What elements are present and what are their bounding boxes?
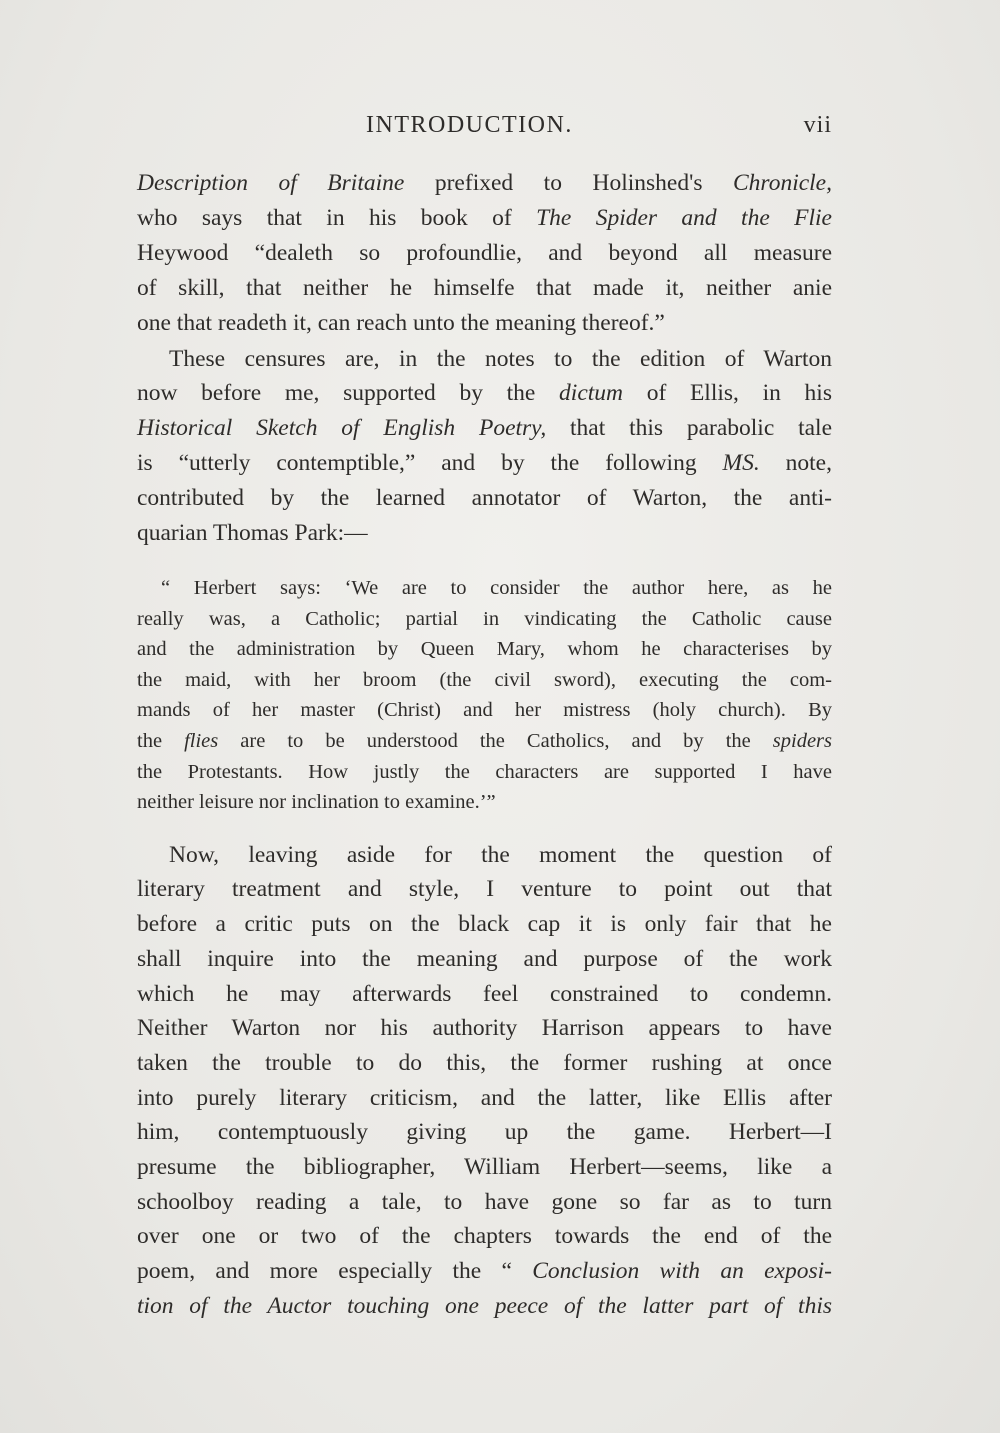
italic-text: tion of the Auctor touching one peece of the latter part of this — [137, 1292, 832, 1319]
text-run: one that readeth it, can reach unto the meaning thereof.” — [137, 309, 665, 336]
italic-text: flies — [184, 729, 219, 752]
text-line — [137, 838, 832, 873]
text-run: Heywood “dealeth so profoundlie, and beyond all measure — [137, 239, 832, 266]
text-run: poem, and more especially the “ — [137, 1258, 533, 1285]
text-run: of skill, that neither he himselfe that made it, neither anie — [137, 274, 832, 301]
text-run: the Protestants. How justly the characters are supported I have — [137, 760, 832, 783]
block-quotation — [137, 573, 832, 818]
text-line — [137, 634, 832, 665]
text-line — [137, 573, 832, 604]
text-run: who says that in his book of — [137, 204, 537, 231]
italic-text: The Spider and the Flie — [536, 204, 832, 231]
text-run: is “utterly contemptible,” and by the following — [137, 450, 723, 477]
text-line — [137, 236, 832, 271]
text-run: shall inquire into the meaning and purpose of the work — [137, 945, 832, 972]
text-run: him, contemptuously giving up the game. Herbert—I — [137, 1119, 832, 1146]
paragraph — [137, 838, 832, 1324]
text-line — [137, 907, 832, 942]
text-line — [137, 665, 832, 696]
text-run: the — [137, 729, 185, 752]
text-run: literary treatment and style, I venture to point out that — [137, 876, 832, 903]
paragraph — [137, 342, 832, 551]
text-line — [137, 376, 832, 411]
text-run: taken the trouble to do this, the former rushing at once — [137, 1049, 832, 1076]
text-run: before a critic puts on the black cap it is only fair that he — [137, 911, 832, 938]
book-page — [137, 108, 832, 1324]
italic-text: Description of Britaine — [137, 170, 405, 196]
text-line — [137, 942, 832, 977]
italic-text: Chronicle, — [733, 170, 832, 196]
text-run: really was, a Catholic; partial in vindicating the Catholic cause — [137, 607, 832, 630]
running-title: INTRODUCTION. — [366, 112, 573, 138]
text-run: “ Herbert says: ‘We are to consider the author here, as he — [161, 576, 832, 599]
text-line — [137, 787, 832, 818]
text-line — [137, 1254, 832, 1289]
text-line — [137, 411, 832, 446]
italic-text: Conclusion with an exposi- — [532, 1258, 832, 1285]
text-run: that this parabolic tale — [546, 415, 832, 442]
text-run: These censures are, in the notes to the edition of Warton — [169, 345, 832, 372]
text-line — [137, 1046, 832, 1081]
text-line — [137, 1150, 832, 1185]
running-head — [137, 108, 832, 148]
text-line — [137, 481, 832, 516]
text-line — [137, 306, 832, 341]
text-line — [137, 757, 832, 788]
text-line — [137, 271, 832, 306]
text-run: Now, leaving aside for the moment the question of — [169, 841, 832, 868]
text-run: note, — [759, 450, 832, 477]
italic-text: spiders — [772, 729, 833, 752]
text-line — [137, 872, 832, 907]
text-line — [137, 1081, 832, 1116]
text-run: over one or two of the chapters towards the end of the — [137, 1223, 832, 1250]
text-line — [137, 516, 832, 551]
text-line — [137, 1289, 832, 1324]
text-line — [137, 201, 832, 236]
text-line — [137, 342, 832, 377]
text-line — [137, 1219, 832, 1254]
text-line — [137, 977, 832, 1012]
text-line — [137, 1185, 832, 1220]
italic-text: Historical Sketch of English Poetry, — [137, 415, 547, 442]
text-run: neither leisure nor inclination to examine.’” — [137, 791, 496, 814]
text-line — [137, 1011, 832, 1046]
text-run: of Ellis, in his — [623, 380, 832, 407]
text-run: and the administration by Queen Mary, whom he characterises by — [137, 638, 832, 661]
text-line — [137, 1115, 832, 1150]
text-run: Neither Warton nor his authority Harrison appears to have — [137, 1015, 832, 1042]
text-run: the maid, with her broom (the civil sword), executing the com- — [137, 668, 832, 691]
text-line — [137, 695, 832, 726]
text-run: prefixed to Holinshed's — [404, 170, 733, 196]
text-run: into purely literary criticism, and the latter, like Ellis after — [137, 1084, 832, 1111]
page-number: vii — [803, 112, 832, 138]
text-run: now before me, supported by the — [137, 380, 560, 407]
text-run: schoolboy reading a tale, to have gone so far as to turn — [137, 1188, 832, 1215]
text-run: are to be understood the Catholics, and by the — [218, 729, 773, 752]
text-run: quarian Thomas Park:— — [137, 520, 368, 547]
text-run: which he may afterwards feel constrained to condemn. — [137, 980, 832, 1007]
text-run: contributed by the learned annotator of Warton, the anti- — [137, 485, 832, 512]
italic-text: MS. — [722, 450, 760, 477]
text-line — [137, 446, 832, 481]
text-line — [137, 726, 832, 757]
text-line — [137, 166, 832, 201]
italic-text: dictum — [559, 380, 624, 407]
text-run: presume the bibliographer, William Herbert—seems, like a — [137, 1154, 832, 1181]
paragraph — [137, 166, 832, 341]
text-run: mands of her master (Christ) and her mistress (holy church). By — [137, 699, 832, 722]
text-line — [137, 604, 832, 635]
